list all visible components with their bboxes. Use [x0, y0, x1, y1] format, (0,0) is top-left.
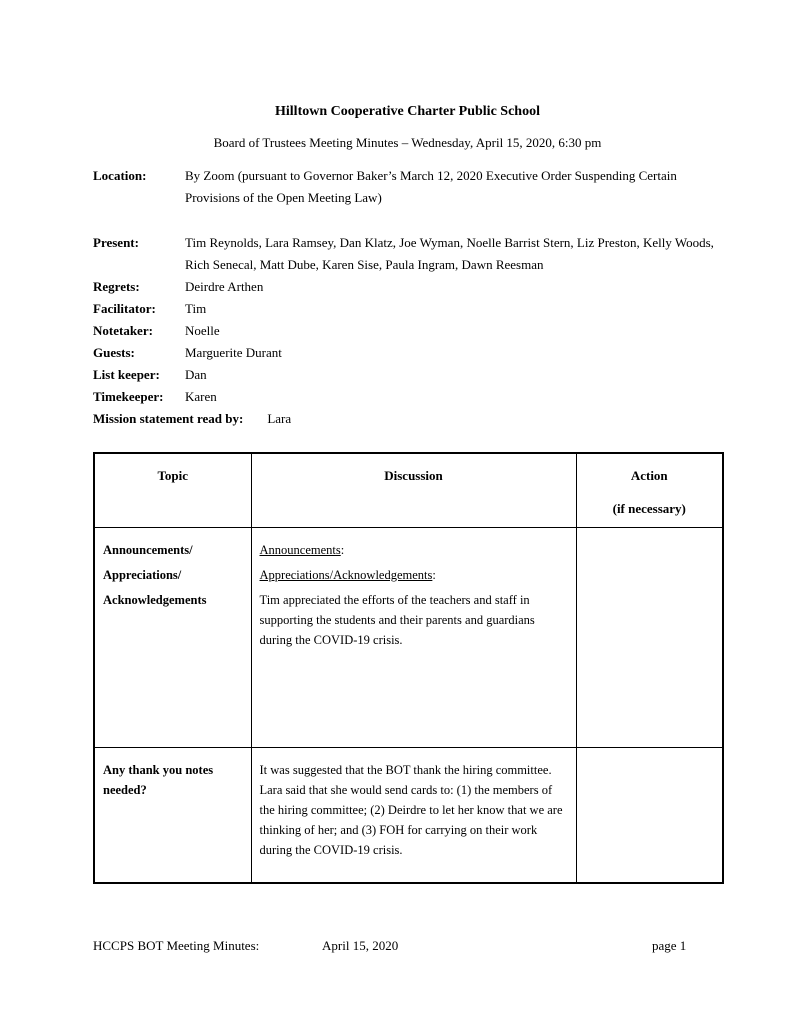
- meta-row-timekeeper: [93, 386, 722, 408]
- discussion-cell: [251, 528, 576, 748]
- discussion-paragraph: Tim appreciated the efforts of the teachers and staff in supporting the students and their parents and guardians during the COVID-19 crisis.: [259, 593, 535, 647]
- discussion-cell: [251, 748, 576, 883]
- discussion-heading: [260, 540, 568, 560]
- regrets-value: Deirdre Arthen: [185, 279, 264, 294]
- topic-header-label: Topic: [157, 468, 189, 483]
- timekeeper-value: Karen: [185, 389, 217, 404]
- topic-cell: Any thank you notes needed?: [94, 748, 251, 883]
- meta-row-guests: [93, 342, 722, 364]
- location-value: By Zoom (pursuant to Governor Baker’s March 12, 2020 Executive Order Suspending Certain Provisions of the Open Meeting Law): [185, 168, 677, 205]
- notetaker-value: Noelle: [185, 323, 220, 338]
- action-cell: [576, 748, 723, 883]
- mission-statement-label: Mission statement read by:: [93, 411, 244, 426]
- discussion-column-header: [251, 453, 576, 528]
- underlined-heading: Announcements: [259, 543, 341, 557]
- facilitator-label: Facilitator:: [93, 301, 156, 316]
- notetaker-label: Notetaker:: [93, 323, 153, 338]
- action-header-note: (if necessary): [612, 501, 686, 516]
- footer-document-label: HCCPS BOT Meeting Minutes:: [93, 938, 260, 953]
- action-header-label: Action: [630, 468, 668, 483]
- topic-column-header: [94, 453, 251, 528]
- meta-row-regrets: [93, 276, 722, 298]
- regrets-label: Regrets:: [93, 279, 140, 294]
- action-cell: [576, 528, 723, 748]
- table-header-row: [94, 453, 723, 528]
- heading-colon: :: [340, 543, 345, 557]
- topic-line: Acknowledgements: [103, 593, 207, 607]
- list-keeper-value: Dan: [185, 367, 207, 382]
- heading-colon: :: [432, 568, 436, 582]
- footer-date: April 15, 2020: [322, 938, 399, 953]
- minutes-table: [93, 452, 724, 884]
- underlined-heading: Appreciations/Acknowledgements: [259, 568, 433, 582]
- meta-row-notetaker: [93, 320, 722, 342]
- meta-row-facilitator: [93, 298, 722, 320]
- table-row-announcements: [94, 528, 723, 748]
- meta-row-mission-statement: [93, 408, 722, 430]
- footer-page-number: page 1: [652, 938, 687, 953]
- document-title: Hilltown Cooperative Charter Public School: [275, 104, 540, 119]
- present-label: Present:: [93, 235, 139, 250]
- timekeeper-label: Timekeeper:: [93, 389, 164, 404]
- location-label: Location:: [93, 168, 147, 183]
- list-keeper-label: List keeper:: [93, 367, 160, 382]
- discussion-heading: [260, 565, 568, 585]
- action-column-header: [576, 453, 723, 528]
- meta-row-location: [93, 165, 722, 209]
- mission-statement-value: Lara: [267, 411, 292, 426]
- discussion-header-label: Discussion: [384, 468, 443, 483]
- discussion-paragraph: It was suggested that the BOT thank the hiring committee. Lara said that she would send cards to: (1) the members of the hiring committee; (2) Deirdre to let her know that we are thinking of her; and (3) FOH for carrying on their work during the COVID-19 crisis.: [259, 763, 563, 857]
- present-value: Tim Reynolds, Lara Ramsey, Dan Klatz, Joe Wyman, Noelle Barrist Stern, Liz Preston, Kelly Woods, Rich Senecal, Matt Dube, Karen Sise, Paula Ingram, Dawn Reesman: [185, 235, 714, 272]
- meta-row-list-keeper: [93, 364, 722, 386]
- guests-value: Marguerite Durant: [185, 345, 282, 360]
- table-row-thank-you-notes: [94, 748, 723, 883]
- meeting-meta: [93, 165, 722, 430]
- topic-line: Appreciations/: [103, 568, 182, 582]
- meta-row-present: [93, 232, 722, 276]
- topic-cell: [94, 528, 251, 748]
- topic-line: Announcements/: [103, 543, 193, 557]
- guests-label: Guests:: [93, 345, 135, 360]
- facilitator-value: Tim: [185, 301, 207, 316]
- document-subtitle: Board of Trustees Meeting Minutes – Wednesday, April 15, 2020, 6:30 pm: [213, 135, 602, 150]
